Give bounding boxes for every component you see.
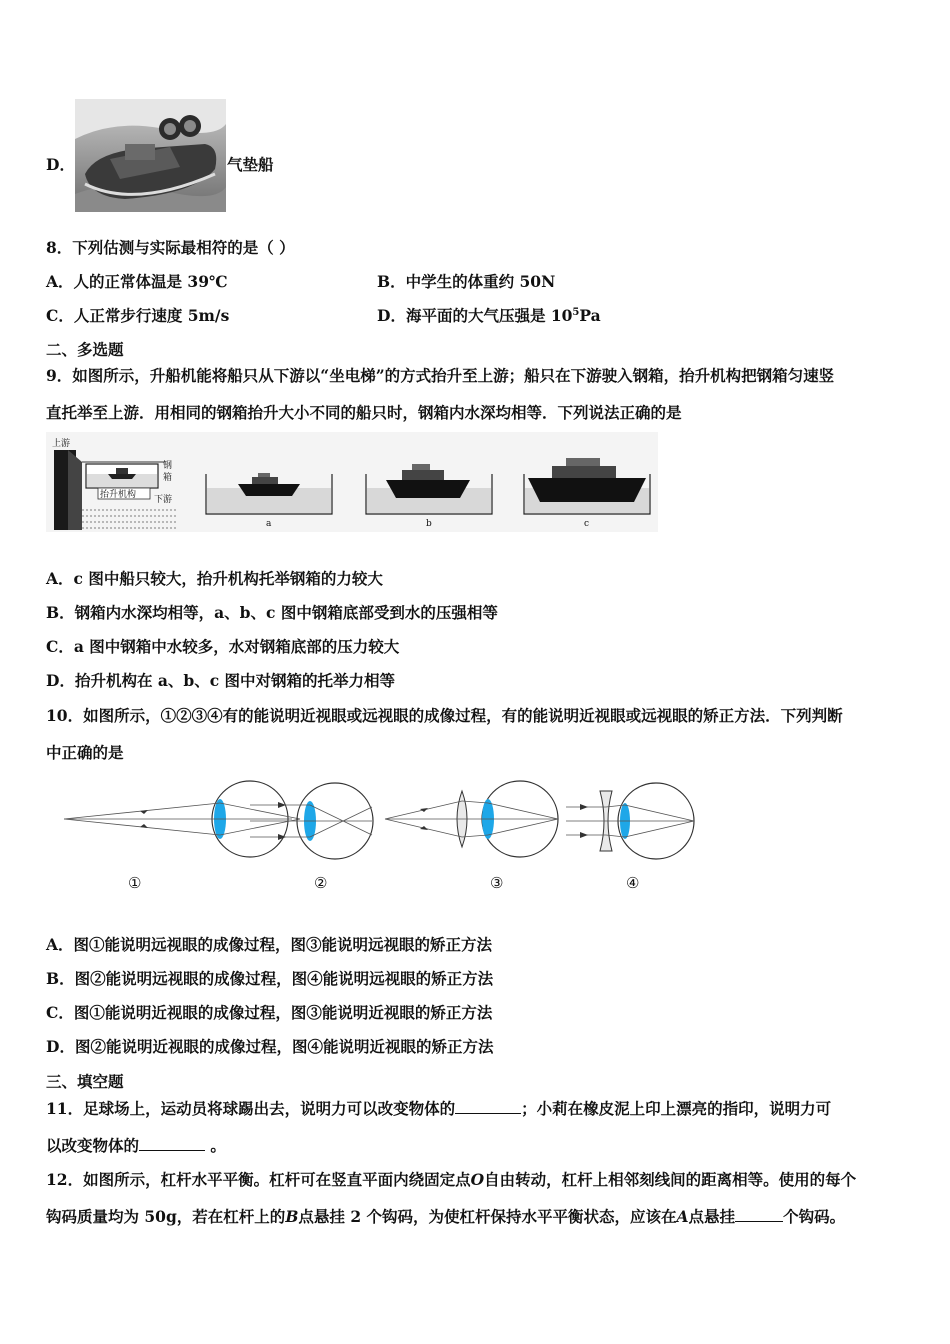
- q11-line1: 11．足球场上，运动员将球踢出去，说明力可以改变物体的 ；小莉在橡皮泥上印上漂亮的指印，说明力可: [46, 1099, 832, 1118]
- q12-line2: 钩码质量均为 50g，若在杠杆上的B点悬挂 2 个钩码，为使杠杆保持水平平衡状态，应该在A点悬挂 个钩码。: [46, 1207, 846, 1226]
- label-eye-2: ②: [314, 874, 328, 892]
- q8-option-b: B．中学生的体重约 50N: [377, 272, 556, 291]
- q10-stem-line2: 中正确的是: [46, 743, 124, 762]
- eye-diagrams-figure: [60, 775, 700, 895]
- label-box-char1: 钢: [163, 461, 173, 471]
- label-b: b: [426, 519, 432, 529]
- q10-option-c: C．图①能说明近视眼的成像过程，图③能说明近视眼的矫正方法: [46, 1003, 493, 1022]
- label-downstream: 下游: [154, 495, 173, 505]
- q9-option-b: B．钢箱内水深均相等，a、b、c 图中钢箱底部受到水的压强相等: [46, 603, 498, 622]
- q7-option-d-label: D．: [46, 155, 75, 174]
- section-multi-choice-heading: 二、多选题: [46, 340, 124, 359]
- label-box-char2: 箱: [163, 473, 173, 483]
- label-eye-4: ④: [626, 874, 640, 892]
- q9-stem-line2: 直托举至上游．用相同的钢箱抬升大小不同的船只时，钢箱内水深均相等．下列说法正确的是: [46, 403, 682, 422]
- eye-diagram-1: [64, 781, 300, 892]
- q11-blank-2[interactable]: [139, 1135, 205, 1151]
- q12-blank[interactable]: [735, 1206, 783, 1222]
- label-eye-3: ③: [490, 874, 504, 892]
- label-a: a: [266, 519, 272, 529]
- q9-option-c: C．a 图中钢箱中水较多，水对钢箱底部的压力较大: [46, 637, 400, 656]
- q12-line1: 12．如图所示，杠杆水平平衡。杠杆可在竖直平面内绕固定点O自由转动，杠杆上相邻刻线间的距离相等。使用的每个: [46, 1170, 857, 1189]
- q10-option-b: B．图②能说明远视眼的成像过程，图④能说明远视眼的矫正方法: [46, 969, 494, 988]
- q8-option-a: A．人的正常体温是 39℃: [46, 272, 228, 291]
- ship-lift-figure: [46, 432, 658, 532]
- label-eye-1: ①: [128, 874, 142, 892]
- q9-option-a: A．c 图中船只较大，抬升机构托举钢箱的力较大: [46, 569, 383, 588]
- eye-diagram-3: [385, 781, 558, 892]
- q9-option-d: D．抬升机构在 a、b、c 图中对钢箱的托举力相等: [46, 671, 396, 690]
- hovercraft-photo: [75, 99, 226, 212]
- label-upstream: 上游: [52, 439, 71, 449]
- section-fill-blank-heading: 三、填空题: [46, 1072, 124, 1091]
- q8-option-d: D．海平面的大气压强是 $10^5Pa$: [377, 306, 601, 325]
- eye-diagram-2: [250, 783, 373, 892]
- q10-option-a: A．图①能说明远视眼的成像过程，图③能说明远视眼的矫正方法: [46, 935, 493, 954]
- label-lift-mechanism: 抬升机构: [100, 490, 137, 500]
- eye-diagram-4: [566, 783, 694, 892]
- q10-option-d: D．图②能说明近视眼的成像过程，图④能说明近视眼的矫正方法: [46, 1037, 494, 1056]
- q11-line2: 以改变物体的 。: [46, 1136, 226, 1155]
- q11-blank-1[interactable]: [455, 1098, 521, 1114]
- q8-option-c: C．人正常步行速度 5m/s: [46, 306, 230, 325]
- q9-stem-line1: 9．如图所示，升船机能将船只从下游以“坐电梯”的方式抬升至上游；船只在下游驶入钢箱，抬升机构把钢箱匀速竖: [46, 366, 835, 385]
- q8-stem: 8．下列估测与实际最相符的是（ ）: [46, 238, 295, 257]
- label-c: c: [584, 519, 590, 529]
- q10-stem-line1: 10．如图所示，①②③④有的能说明近视眼或远视眼的成像过程，有的能说明近视眼或远视眼的矫正方法．下列判断: [46, 706, 843, 725]
- q7-option-d-text: 气垫船: [227, 155, 274, 174]
